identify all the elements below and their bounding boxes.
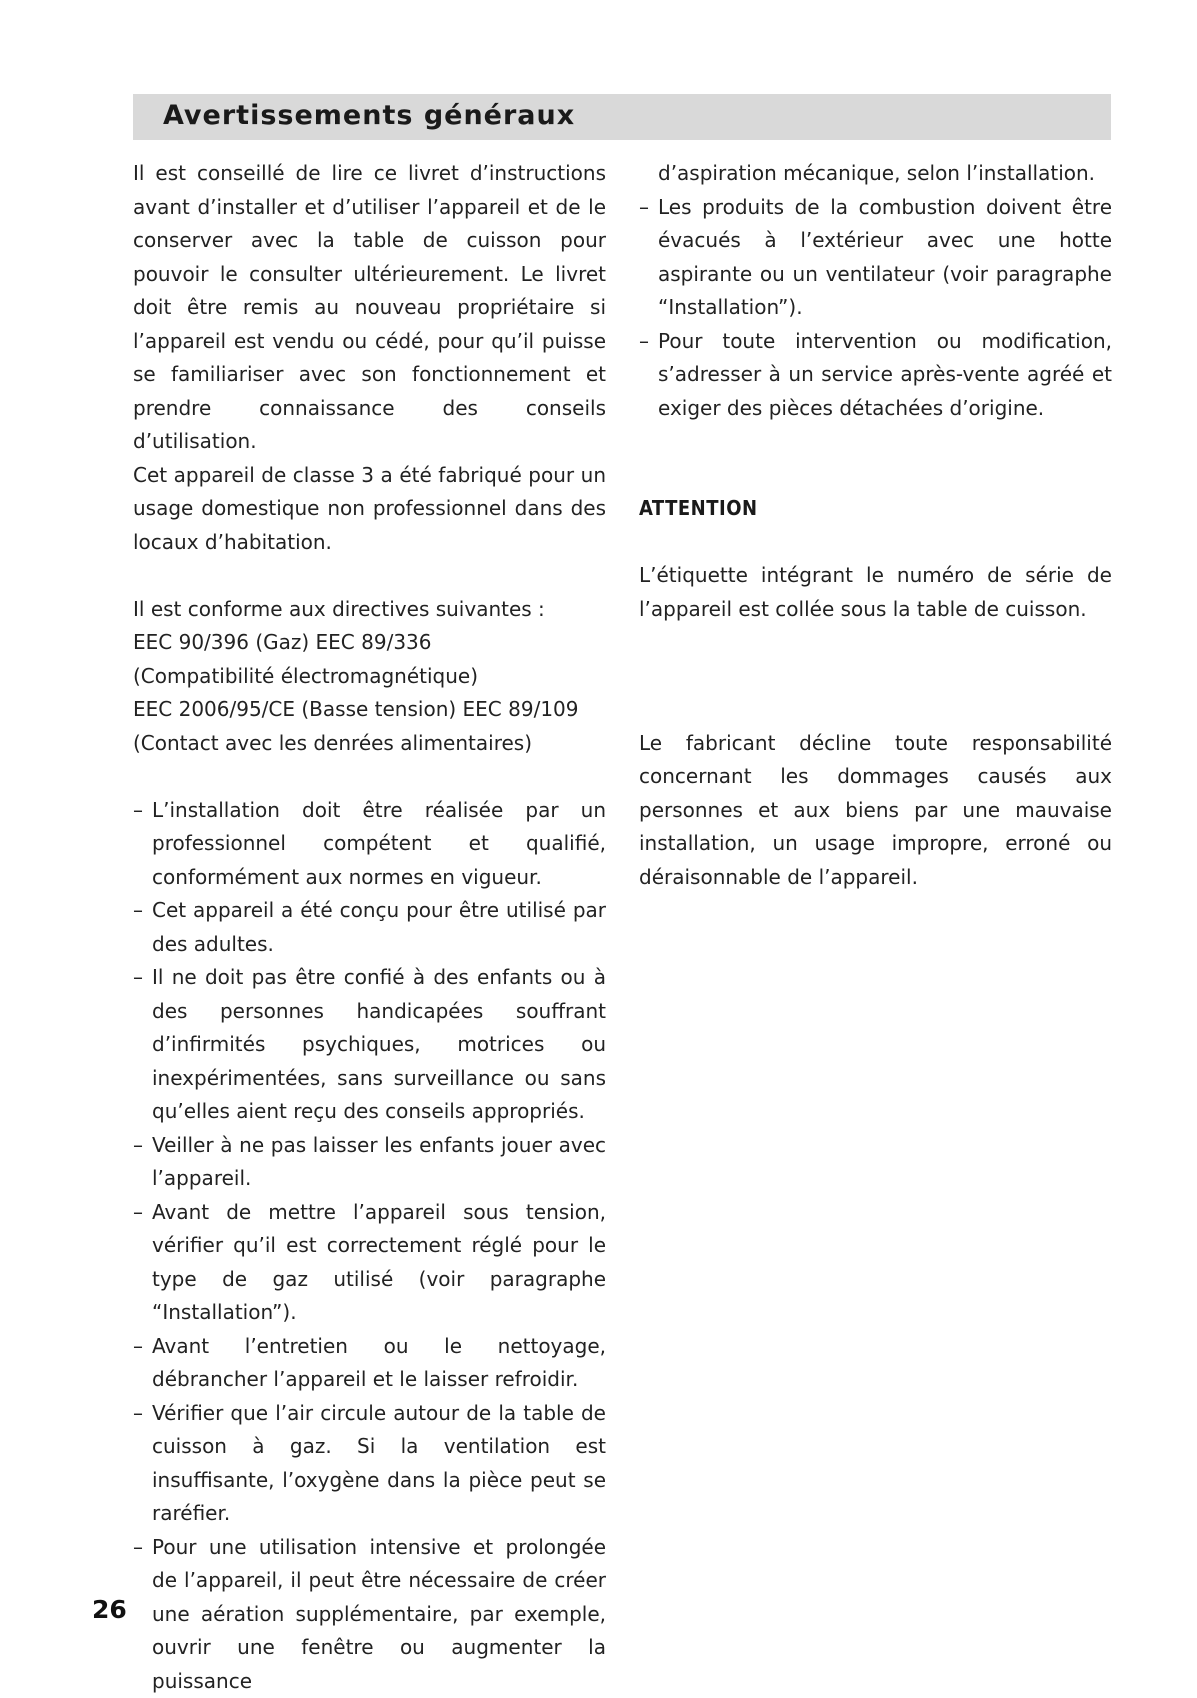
spacer bbox=[639, 425, 1112, 492]
right-column bbox=[639, 157, 1112, 894]
section-header-bar bbox=[133, 94, 1111, 140]
list-item: – Vérifier que l’air circule autour de la table de cuisson à gaz. Si la ventilation est insuffisante, l’oxygène dans la pièce peut se raréfier. bbox=[133, 1397, 606, 1531]
attention-heading: ATTENTION bbox=[639, 492, 1112, 526]
liability-text: Le fabricant décline toute responsabilité concernant les dommages causés aux personnes et aux biens par une mauvaise installation, un usage impropre, erroné ou déraisonnable de l’appareil. bbox=[639, 727, 1112, 895]
list-item: – Les produits de la combustion doivent être évacués à l’extérieur avec une hotte aspirante ou un ventilateur (voir paragraphe “Installation”). bbox=[639, 191, 1112, 325]
page-number: 26 bbox=[92, 1595, 127, 1624]
list-item: – Veiller à ne pas laisser les enfants jouer avec l’appareil. bbox=[133, 1129, 606, 1196]
left-column bbox=[133, 157, 606, 1698]
continuation-text: d’aspiration mécanique, selon l’installation. bbox=[639, 157, 1112, 191]
spacer bbox=[133, 559, 606, 593]
directive-line: (Compatibilité électromagnétique) bbox=[133, 660, 606, 694]
attention-text: L’étiquette intégrant le numéro de série de l’appareil est collée sous la table de cuisson. bbox=[639, 559, 1112, 626]
spacer bbox=[639, 626, 1112, 693]
spacer bbox=[639, 693, 1112, 727]
list-item: – Pour une utilisation intensive et prolongée de l’appareil, il peut être nécessaire de créer une aération supplémentaire, par exemple, ouvrir une fenêtre ou augmenter la puissance bbox=[133, 1531, 606, 1698]
list-item: – Avant de mettre l’appareil sous tension, vérifier qu’il est correctement réglé pour le type de gaz utilisé (voir paragraphe “Installation”). bbox=[133, 1196, 606, 1330]
spacer bbox=[639, 526, 1112, 560]
list-item: – L’installation doit être réalisée par un professionnel compétent et qualifié, conformément aux normes en vigueur. bbox=[133, 794, 606, 895]
list-item: – Avant l’entretien ou le nettoyage, débrancher l’appareil et le laisser refroidir. bbox=[133, 1330, 606, 1397]
list-item: – Pour toute intervention ou modification, s’adresser à un service après-vente agréé et exiger des pièces détachées d’origine. bbox=[639, 325, 1112, 426]
directives-intro: Il est conforme aux directives suivantes : bbox=[133, 593, 606, 627]
intro-paragraph: Il est conseillé de lire ce livret d’instructions avant d’installer et d’utiliser l’appareil et de le conserver avec la table de cuisson pour pouvoir le consulter ultérieurement. Le livret doit être remis au nouveau propriétaire si l’appareil est vendu ou cédé, pour qu’il puisse se familiariser avec son fonctionnement et prendre connaissance des conseils d’utilisation. bbox=[133, 157, 606, 459]
spacer bbox=[133, 760, 606, 794]
directive-line: EEC 2006/95/CE (Basse tension) EEC 89/109 (Contact avec les denrées alimentaires) bbox=[133, 693, 606, 760]
directive-line: EEC 90/396 (Gaz) EEC 89/336 bbox=[133, 626, 606, 660]
list-item: – Il ne doit pas être confié à des enfants ou à des personnes handicapées souffrant d’infirmités psychiques, motrices ou inexpérimentées, sans surveillance ou sans qu’elles aient reçu des conseils appropriés. bbox=[133, 961, 606, 1129]
safety-list bbox=[133, 794, 606, 1698]
class-paragraph: Cet appareil de classe 3 a été fabriqué pour un usage domestique non professionnel dans des locaux d’habitation. bbox=[133, 459, 606, 560]
list-item: – Cet appareil a été conçu pour être utilisé par des adultes. bbox=[133, 894, 606, 961]
section-title: Avertissements généraux bbox=[163, 98, 575, 134]
safety-list-continued bbox=[639, 191, 1112, 426]
